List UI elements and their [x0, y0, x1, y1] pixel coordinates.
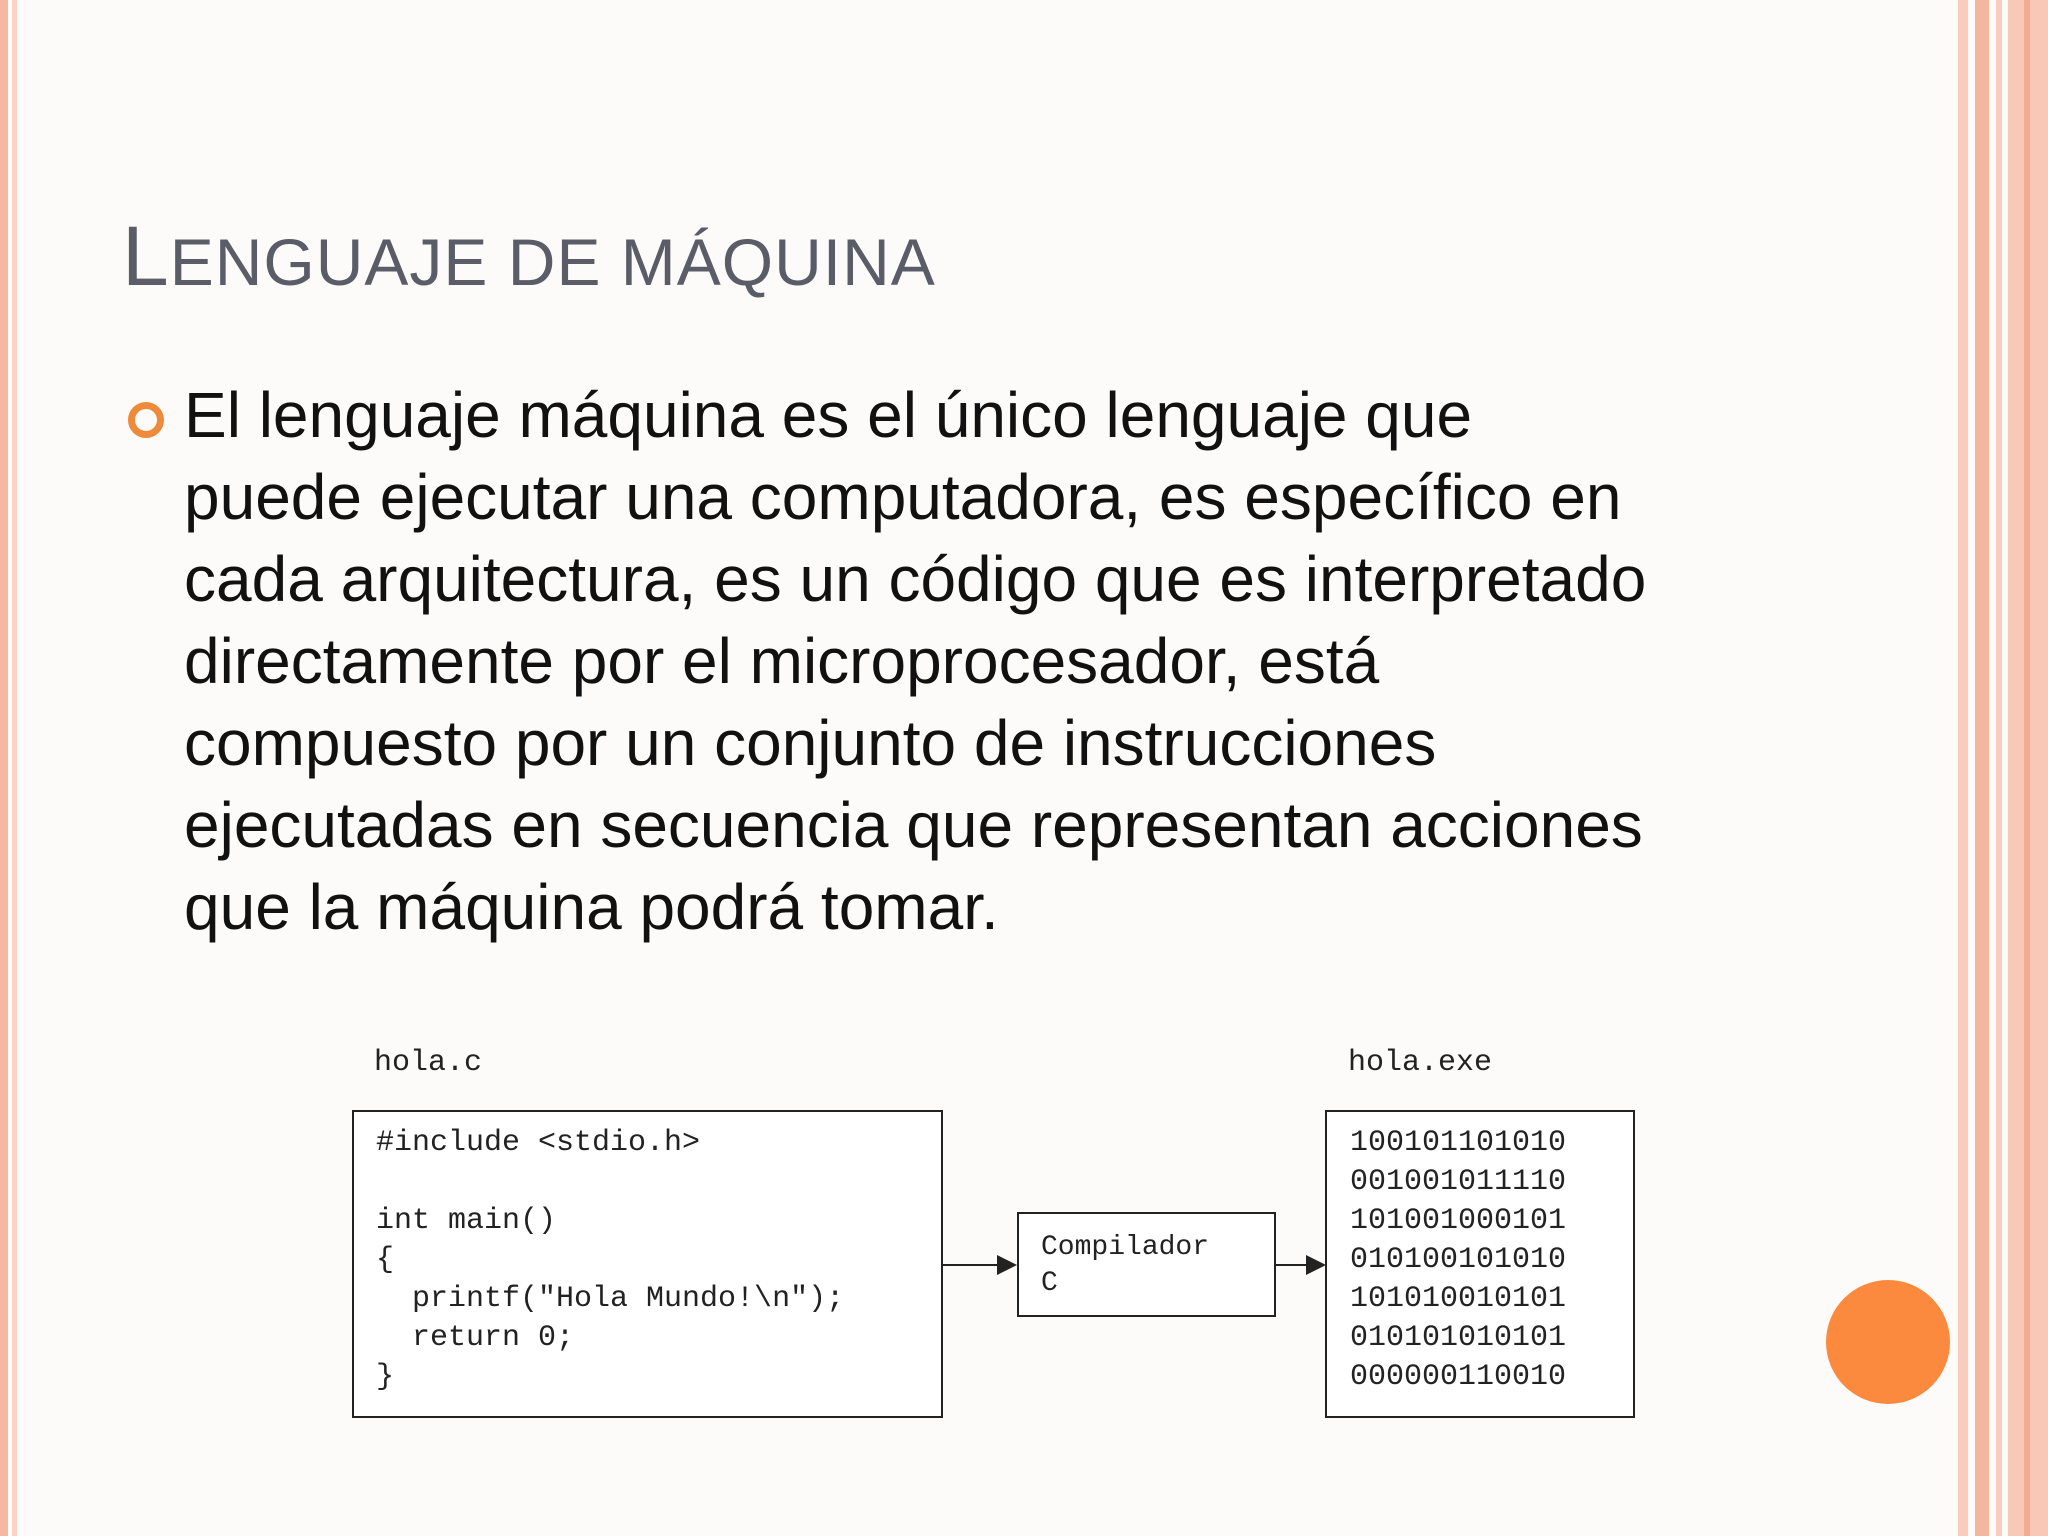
binary-output-box [1325, 1110, 1635, 1418]
slide-title [122, 208, 936, 305]
right-border-stripe [1996, 0, 2002, 1536]
left-border-stripe [0, 0, 8, 1536]
binary-line: 000000110010 [1350, 1360, 1567, 1394]
binary-line: 101010010101 [1350, 1282, 1567, 1316]
code-line: } [376, 1360, 395, 1394]
binary-line: 010100101010 [1350, 1243, 1567, 1277]
right-border-stripe [1958, 0, 1968, 1536]
body-line: que la máquina podrá tomar. [184, 871, 999, 943]
right-border-stripe [2024, 0, 2030, 1536]
code-line: int main() [376, 1204, 557, 1238]
binary-line: 001001011110 [1350, 1165, 1567, 1199]
binary-line: 101001000101 [1350, 1204, 1567, 1238]
code-line: { [376, 1243, 395, 1277]
compiler-box [1017, 1212, 1276, 1317]
arrow-head-icon [1306, 1255, 1326, 1275]
body-line: compuesto por un conjunto de instrucciones [184, 707, 1437, 779]
arrow-to-compiler [943, 1264, 999, 1266]
body-paragraph [184, 374, 1804, 948]
slide-title-rest: ENGUAJE DE MÁQUINA [169, 225, 936, 299]
slide-title-initial: L [122, 209, 170, 303]
binary-line: 100101101010 [1350, 1126, 1567, 1160]
compiler-label-c: C [1041, 1268, 1058, 1299]
body-line: puede ejecutar una computadora, es específico en [184, 461, 1622, 533]
output-file-label: hola.exe [1348, 1046, 1493, 1080]
source-file-label: hola.c [374, 1046, 483, 1080]
code-line: printf("Hola Mundo!\n"); [376, 1282, 845, 1316]
right-border-stripe [1975, 0, 1989, 1536]
arrow-head-icon [997, 1255, 1017, 1275]
code-line: #include <stdio.h> [376, 1126, 701, 1160]
body-line: directamente por el microprocesador, está [184, 625, 1380, 697]
body-line: cada arquitectura, es un código que es interpretado [184, 543, 1647, 615]
body-line: ejecutadas en secuencia que representan acciones [184, 789, 1643, 861]
body-line: El lenguaje máquina es el único lenguaje que [184, 379, 1473, 451]
binary-line: 010101010101 [1350, 1321, 1567, 1355]
bullet-ring-icon [128, 402, 164, 438]
left-border-stripe-inner [12, 0, 17, 1536]
compiler-label: Compilador [1041, 1232, 1210, 1263]
code-line: return 0; [376, 1321, 575, 1355]
decorative-orange-circle [1826, 1280, 1950, 1404]
arrow-to-output [1276, 1264, 1306, 1266]
source-code-box [352, 1110, 943, 1418]
